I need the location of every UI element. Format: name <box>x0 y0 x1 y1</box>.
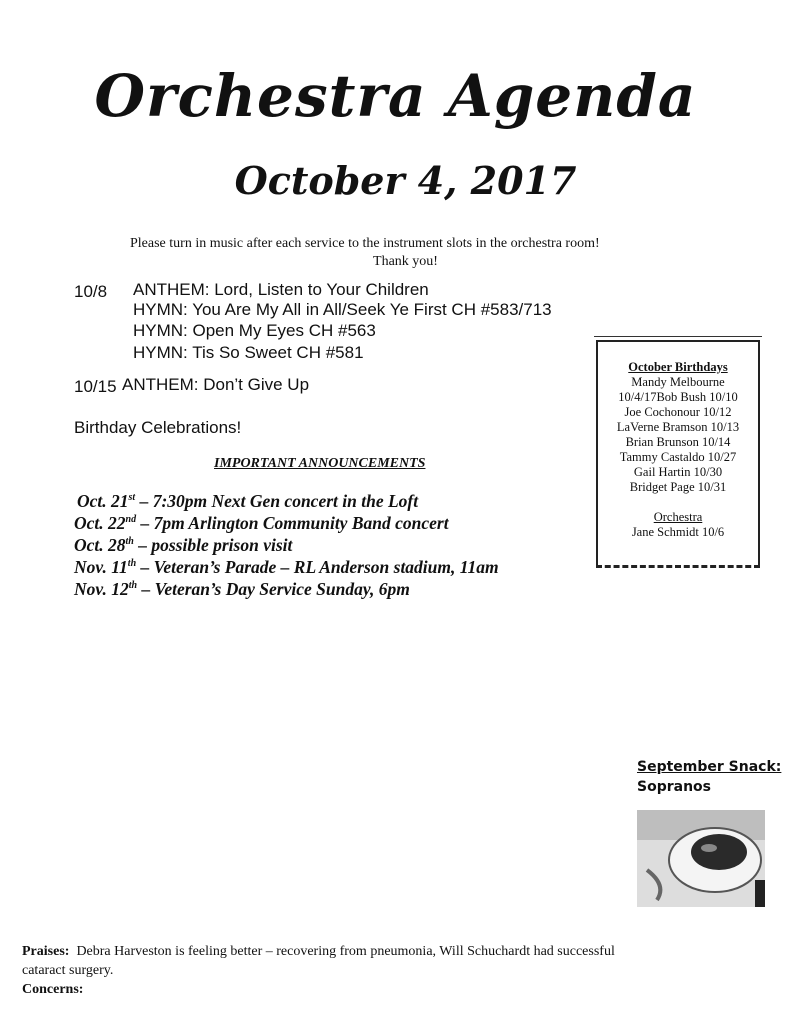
birthdays-box <box>596 340 760 568</box>
announcement-item <box>74 579 410 600</box>
birthday-entry: LaVerne Bramson 10/13 <box>616 420 740 434</box>
announcement-date: Oct. 21 <box>77 491 129 511</box>
schedule-item: HYMN: Tis So Sweet CH #581 <box>133 343 364 362</box>
schedule-item: HYMN: Open My Eyes CH #563 <box>133 321 376 340</box>
birthday-entry: Bridget Page 10/31 <box>629 480 727 494</box>
birthday-celebrations: Birthday Celebrations! <box>74 418 242 437</box>
box-top-rule <box>594 336 762 337</box>
announcement-item <box>77 491 418 512</box>
announcement-text: – 7pm Arlington Community Band concert <box>136 513 449 533</box>
birthday-entry: 10/4/17Bob Bush 10/10 <box>618 390 738 404</box>
schedule-item: ANTHEM: Lord, Listen to Your Children <box>133 280 429 299</box>
ordinal: th <box>127 558 137 570</box>
ordinal: th <box>125 536 134 548</box>
announcements-heading: IMPORTANT ANNOUNCEMENTS <box>214 456 426 471</box>
birthday-entry: Tammy Castaldo 10/27 <box>619 450 737 464</box>
page-title: Orchestra Agenda <box>94 62 697 130</box>
coffee-cup-image <box>637 810 765 907</box>
announcement-item <box>74 513 449 534</box>
birthday-entry: Jane Schmidt 10/6 <box>631 525 725 539</box>
announcement-text: – Veteran’s Day Service Sunday, 6pm <box>137 579 410 599</box>
announcement-text: – Veteran’s Parade – RL Anderson stadium, 11am <box>136 557 499 577</box>
announcement-item <box>74 535 292 556</box>
birthday-entry: Gail Hartin 10/30 <box>633 465 723 479</box>
schedule-date: 10/15 <box>74 377 117 396</box>
birthday-entry: Brian Brunson 10/14 <box>625 435 731 449</box>
orchestra-heading: Orchestra <box>653 510 703 524</box>
announcement-text: – 7:30pm Next Gen concert in the Loft <box>135 491 419 511</box>
announcement-item <box>74 557 499 578</box>
announcement-date: Oct. 28 <box>74 535 126 555</box>
schedule-date: 10/8 <box>74 282 108 301</box>
concerns-label: Concerns: <box>22 982 84 997</box>
birthday-entry: Mandy Melbourne <box>631 375 725 389</box>
ordinal: st <box>128 492 136 504</box>
announcement-date: Nov. 11 <box>74 557 128 577</box>
birthday-entry: Joe Cochonour 10/12 <box>624 405 732 419</box>
snack-heading: September Snack: <box>637 759 782 775</box>
notice-thanks: Thank you! <box>373 254 438 269</box>
praises-text-continued: cataract surgery. <box>22 963 114 978</box>
announcement-text: – possible prison visit <box>133 535 293 555</box>
schedule-item: ANTHEM: Don’t Give Up <box>122 375 310 394</box>
notice-text: Please turn in music after each service to the instrument slots in the orchestra room! <box>130 236 600 251</box>
ordinal: th <box>128 580 138 592</box>
announcement-date: Oct. 22 <box>74 513 126 533</box>
birthdays-heading: October Birthdays <box>628 360 728 374</box>
schedule-item: HYMN: You Are My All in All/Seek Ye First CH #583/713 <box>133 300 552 319</box>
ordinal: nd <box>125 514 137 526</box>
agenda-date: October 4, 2017 <box>234 158 577 203</box>
praises-line <box>22 944 615 960</box>
praises-text: Debra Harveston is feeling better – recovering from pneumonia, Will Schuchardt had successful <box>69 944 615 959</box>
announcement-date: Nov. 12 <box>74 579 129 599</box>
snack-group: Sopranos <box>637 779 711 795</box>
praises-label: Praises: <box>22 944 70 959</box>
